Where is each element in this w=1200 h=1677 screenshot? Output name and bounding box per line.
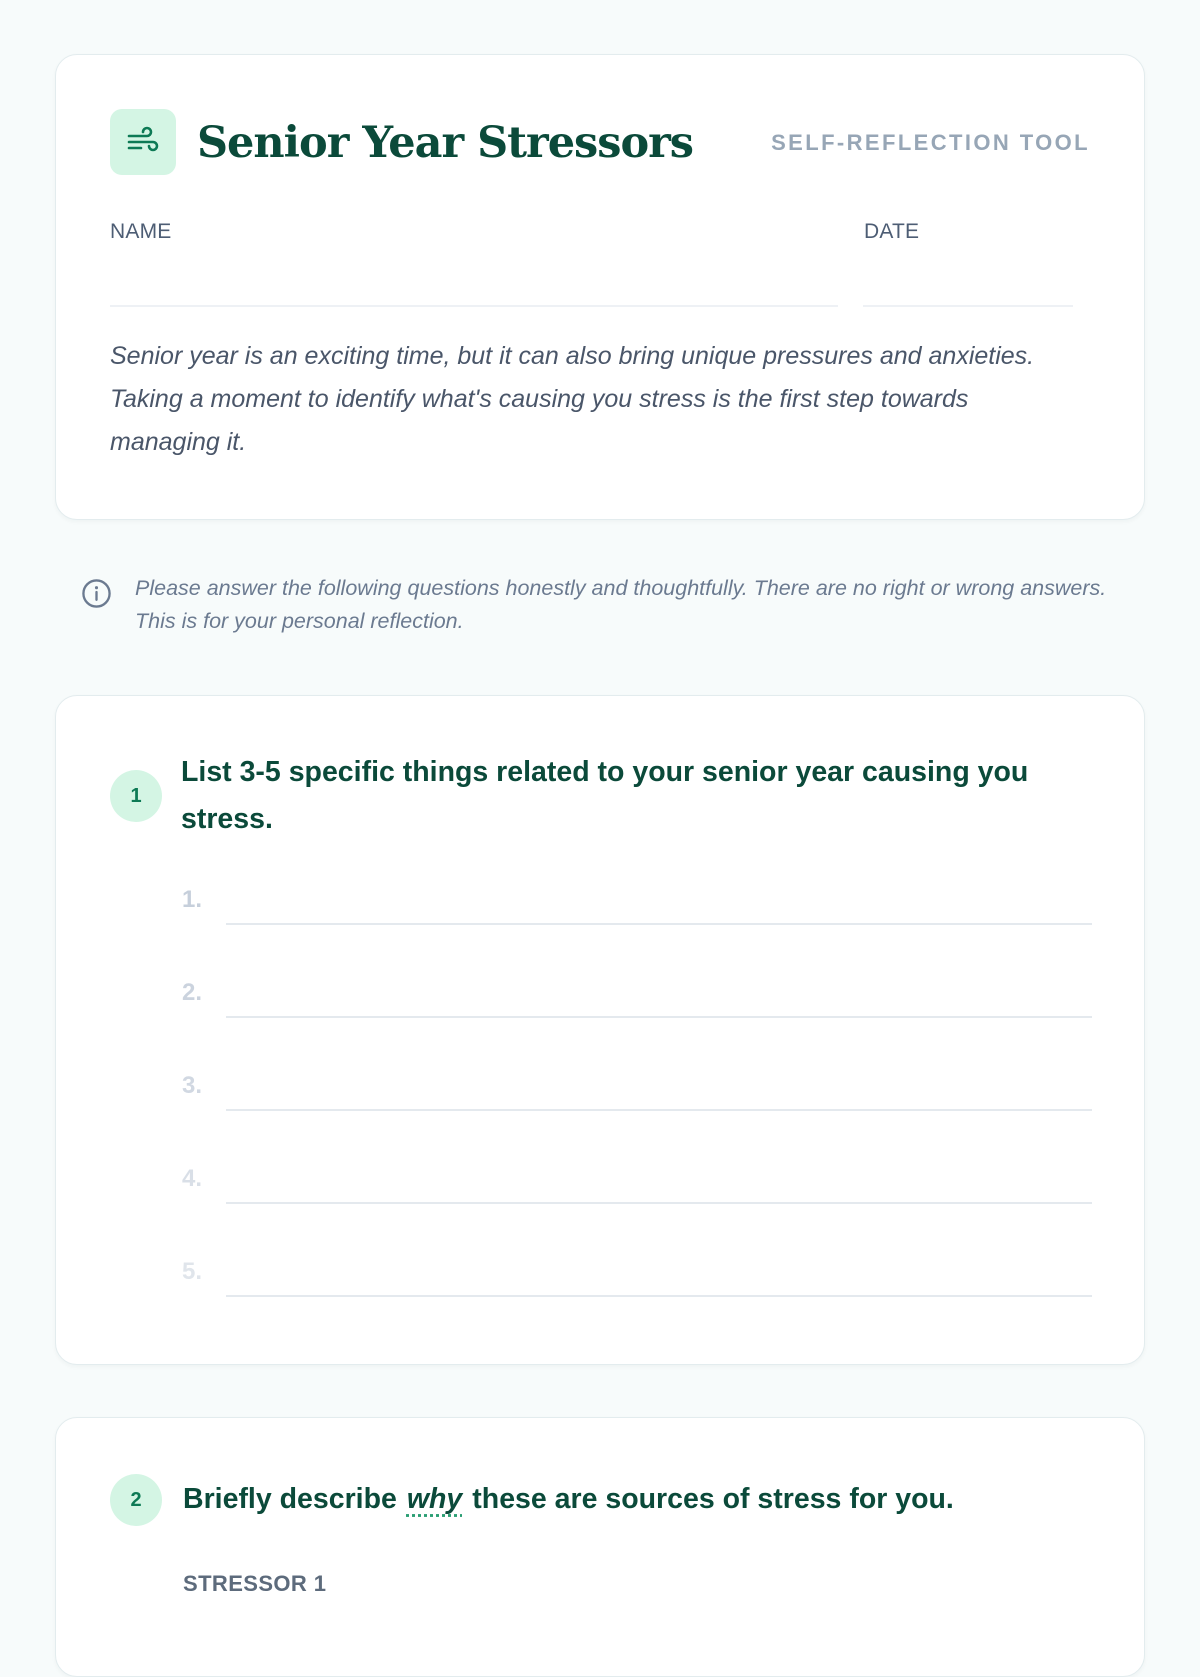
- tool-label: SELF-REFLECTION TOOL: [771, 130, 1090, 155]
- answer-field[interactable]: [226, 1016, 1092, 1018]
- answer-field[interactable]: [226, 1295, 1092, 1297]
- answer-field[interactable]: [226, 1202, 1092, 1204]
- header-card: [55, 54, 1145, 520]
- question-card-1: [55, 695, 1145, 1365]
- answer-row[interactable]: [182, 1160, 1092, 1204]
- answer-row[interactable]: [182, 881, 1092, 925]
- question-text: List 3-5 specific things related to your senior year causing you stress.: [181, 756, 1029, 835]
- answer-number: 1.: [182, 886, 203, 913]
- stressor-label: STRESSOR 1: [183, 1571, 327, 1596]
- page-title: Senior Year Stressors: [197, 118, 694, 168]
- question-number-badge: 2: [110, 1474, 162, 1526]
- date-field[interactable]: [863, 305, 1073, 307]
- instructions-note: Please answer the following questions honestly and thoughtfully. There are no right or wrong answers. This is for your personal reflection.: [135, 576, 1107, 633]
- date-label: DATE: [864, 220, 920, 243]
- question-card-2: [55, 1417, 1145, 1677]
- answer-number: 2.: [182, 979, 203, 1006]
- answer-field[interactable]: [226, 923, 1092, 925]
- question-emphasis: why: [406, 1483, 463, 1515]
- answer-number: 4.: [182, 1165, 203, 1192]
- answer-number: 3.: [182, 1072, 203, 1099]
- wind-icon: [125, 124, 161, 160]
- intro-text: Senior year is an exciting time, but it can also bring unique pressures and anxieties. Taking a moment to identify what's causing you stress is the first step towards managing it.: [110, 342, 1035, 456]
- info-icon: [81, 578, 112, 609]
- question-text: [183, 1476, 1083, 1523]
- answer-field[interactable]: [226, 1109, 1092, 1111]
- answer-row[interactable]: [182, 1253, 1092, 1297]
- question-text-start: Briefly describe: [183, 1483, 397, 1515]
- name-field[interactable]: [110, 305, 838, 307]
- question-text-end: these are sources of stress for you.: [472, 1483, 954, 1515]
- name-label: NAME: [110, 220, 172, 243]
- answer-row[interactable]: [182, 1067, 1092, 1111]
- logo-badge: [110, 109, 176, 175]
- answer-number: 5.: [182, 1258, 203, 1285]
- answer-row[interactable]: [182, 974, 1092, 1018]
- question-number-badge: 1: [110, 770, 162, 822]
